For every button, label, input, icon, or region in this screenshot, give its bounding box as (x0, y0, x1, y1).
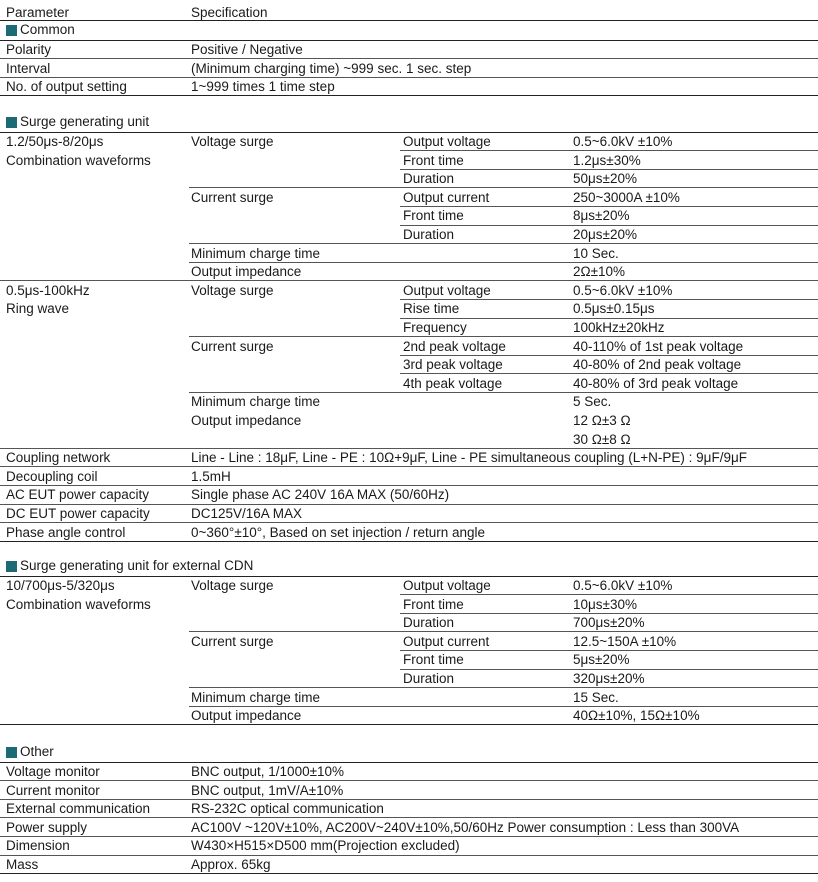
table-cell-col1: Interval (6, 60, 51, 76)
table-cell-col3: Duration (403, 671, 455, 686)
section-marker-icon (6, 747, 17, 758)
table-cell-col4: 320μs±20% (573, 671, 645, 686)
section-title-text: Surge generating unit for external CDN (20, 558, 254, 573)
table-cell-col1: Voltage monitor (6, 764, 100, 779)
section-marker-icon (6, 25, 17, 36)
table-row (0, 411, 818, 430)
table-cell-col2: BNC output, 1/1000±10% (191, 764, 345, 779)
table-row (0, 467, 818, 486)
table-cell-col2: Output impedance (191, 708, 302, 724)
table-cell-col2: 0~360°±10°, Based on set injection / return angle (191, 524, 486, 540)
row-divider (189, 631, 818, 632)
table-row (0, 762, 818, 781)
row-divider (0, 485, 818, 486)
row-divider (400, 150, 818, 151)
table-row (0, 355, 818, 374)
row-divider (400, 669, 818, 670)
row-divider (400, 318, 818, 319)
table-cell-col3: Front time (403, 652, 464, 668)
row-divider (0, 855, 818, 856)
table-row (0, 77, 818, 96)
table-row (0, 337, 818, 356)
table-cell-col4: 5μs±20% (573, 652, 630, 668)
table-row (0, 836, 818, 855)
table-row (0, 430, 818, 449)
row-divider (400, 613, 818, 614)
table-cell-col4: 100kHz±20kHz (573, 320, 665, 335)
section-title-text: Common (20, 22, 75, 37)
table-cell-col4: 12.5~150A ±10% (573, 633, 677, 649)
table-cell-col4: 30 Ω±8 Ω (573, 431, 631, 447)
section-title-other (6, 743, 54, 761)
row-divider (189, 706, 818, 707)
table-cell-col3: Front time (403, 208, 464, 224)
table-row (0, 40, 818, 59)
table-cell-col4: 0.5~6.0kV ±10% (573, 282, 673, 298)
table-cell-col4: 15 Sec. (573, 689, 619, 705)
table-cell-col1: Combination waveforms (6, 152, 151, 168)
table-cell-col2: Output impedance (191, 413, 302, 428)
row-divider (0, 95, 818, 96)
table-cell-col2: Minimum charge time (191, 394, 321, 410)
row-divider (0, 58, 818, 59)
table-row (0, 448, 818, 467)
row-divider (0, 466, 818, 467)
section-marker-icon (6, 561, 17, 572)
table-cell-col1: 10/700μs-5/320μs (6, 578, 115, 593)
table-cell-col1: Power supply (6, 819, 88, 835)
table-row (0, 632, 818, 651)
table-cell-col3: Output current (403, 189, 490, 205)
row-divider (189, 392, 818, 393)
table-row (0, 485, 818, 504)
section-title-text: Surge generating unit (20, 114, 150, 129)
table-cell-col2: Positive / Negative (191, 42, 303, 57)
table-cell-col4: 50μs±20% (573, 171, 637, 187)
table-cell-col3: 2nd peak voltage (403, 338, 506, 354)
row-divider (400, 594, 818, 595)
table-cell-col2: Output impedance (191, 264, 302, 280)
row-divider (400, 225, 818, 226)
table-cell-col4: 5 Sec. (573, 394, 612, 410)
table-row (0, 523, 818, 542)
row-divider (189, 187, 818, 188)
row-divider (0, 724, 818, 725)
table-cell-col2: Minimum charge time (191, 689, 321, 705)
table-cell-col1: Current monitor (6, 782, 100, 798)
table-cell-col2: Line - Line : 18μF, Line - PE : 10Ω+9μF, Line - PE simultaneous coupling (L+N-PE) : 9μF/9μF (191, 450, 747, 466)
table-row (0, 595, 818, 614)
table-cell-col1: Dimension (6, 838, 70, 854)
table-cell-col4: 40Ω±10%, 15Ω±10% (573, 708, 700, 724)
table-row (0, 169, 818, 188)
table-row (0, 206, 818, 225)
table-cell-col4: 10 Sec. (573, 245, 619, 261)
row-divider (0, 522, 818, 523)
row-divider (400, 299, 818, 300)
table-cell-col2: Approx. 65kg (191, 857, 271, 872)
row-divider (0, 576, 818, 577)
table-cell-col4: 250~3000A ±10% (573, 189, 680, 205)
table-cell-col2: Voltage surge (191, 578, 274, 593)
table-cell-col4: 1.2μs±30% (573, 152, 641, 168)
table-row (0, 688, 818, 707)
table-cell-col3: Output voltage (403, 282, 491, 298)
row-divider (400, 373, 818, 374)
table-cell-col2: Current surge (191, 338, 274, 354)
table-cell-col3: Output voltage (403, 578, 491, 593)
table-cell-col2: Current surge (191, 189, 274, 205)
table-cell-col2: AC100V ~120V±10%, AC200V~240V±10%,50/60Hz Power consumption : Less than 300VA (191, 819, 740, 835)
table-row (0, 781, 818, 800)
row-divider (0, 132, 818, 133)
table-cell-col4: 40-80% of 2nd peak voltage (573, 357, 742, 373)
table-cell-col4: 0.5~6.0kV ±10% (573, 134, 673, 149)
row-divider (189, 262, 818, 263)
table-cell-col4: 700μs±20% (573, 615, 645, 631)
table-cell-col1: Combination waveforms (6, 596, 151, 612)
table-row (0, 504, 818, 523)
row-divider (0, 77, 818, 78)
table-cell-col4: 40-110% of 1st peak voltage (573, 338, 744, 354)
row-divider (0, 780, 818, 781)
table-header (0, 3, 818, 21)
row-divider (400, 355, 818, 356)
table-row (0, 706, 818, 725)
row-divider (0, 448, 818, 449)
table-cell-col4: 10μs±30% (573, 596, 637, 612)
section-title-external (6, 557, 253, 575)
table-cell-col3: Duration (403, 615, 455, 631)
table-cell-col3: Rise time (403, 301, 460, 317)
table-cell-col4: 8μs±20% (573, 208, 630, 224)
table-cell-col2: DC125V/16A MAX (191, 506, 303, 521)
row-divider (400, 650, 818, 651)
row-divider (0, 836, 818, 837)
row-divider (0, 504, 818, 505)
table-cell-col2: Voltage surge (191, 282, 274, 298)
table-cell-col3: Duration (403, 227, 455, 242)
table-cell-col2: Voltage surge (191, 134, 274, 149)
row-divider (0, 541, 818, 542)
table-cell-col1: External communication (6, 801, 151, 817)
row-divider (0, 40, 818, 41)
table-row (0, 225, 818, 244)
table-cell-col4: 12 Ω±3 Ω (573, 413, 631, 428)
table-row (0, 855, 818, 874)
table-cell-col1: Ring wave (6, 301, 70, 317)
row-divider (0, 873, 818, 874)
table-row (0, 374, 818, 393)
table-row (0, 669, 818, 688)
table-cell-col1: AC EUT power capacity (6, 487, 150, 503)
table-row (0, 818, 818, 837)
row-divider (400, 169, 818, 170)
table-cell-col4: 40-80% of 3rd peak voltage (573, 375, 739, 391)
row-divider (189, 243, 818, 244)
table-cell-col2: BNC output, 1mV/A±10% (191, 782, 344, 798)
table-cell-col1: Coupling network (6, 450, 111, 466)
table-cell-col1: 0.5μs-100kHz (6, 282, 90, 298)
table-row (0, 650, 818, 669)
table-cell-col2: Current surge (191, 633, 274, 649)
table-cell-col2: RS-232C optical communication (191, 801, 384, 817)
table-row (0, 299, 818, 318)
section-title-common (6, 21, 75, 39)
table-cell-col2: Single phase AC 240V 16A MAX (50/60Hz) (191, 487, 450, 503)
table-row (0, 151, 818, 170)
table-cell-col1: Decoupling coil (6, 468, 98, 484)
table-cell-col3: Output voltage (403, 134, 491, 149)
table-cell-col3: Front time (403, 152, 464, 168)
table-row (0, 318, 818, 337)
row-divider (0, 817, 818, 818)
table-cell-col3: Duration (403, 171, 455, 187)
table-cell-col1: DC EUT power capacity (6, 506, 150, 521)
row-divider (189, 687, 818, 688)
table-cell-col3: Front time (403, 596, 464, 612)
table-cell-col2: 1.5mH (191, 468, 231, 484)
table-cell-col2: 1~999 times 1 time step (191, 79, 335, 95)
section-title-text: Other (20, 744, 54, 759)
table-cell-col4: 0.5~6.0kV ±10% (573, 578, 673, 593)
table-cell-col2: Minimum charge time (191, 245, 321, 261)
table-row (0, 392, 818, 411)
table-cell-col3: Output current (403, 633, 490, 649)
row-divider (0, 799, 818, 800)
table-row (0, 244, 818, 263)
table-row (0, 262, 818, 281)
table-row (0, 132, 818, 151)
table-row (0, 188, 818, 207)
table-cell-col2: W430×H515×D500 mm(Projection excluded) (191, 838, 460, 854)
table-cell-col4: 0.5μs±0.15μs (573, 301, 655, 317)
row-divider (189, 336, 818, 337)
table-cell-col1: Polarity (6, 42, 52, 57)
row-divider (400, 206, 818, 207)
section-marker-icon (6, 117, 17, 128)
row-divider (0, 280, 818, 281)
row-divider (0, 762, 818, 763)
table-cell-col4: 20μs±20% (573, 227, 637, 242)
table-row (0, 576, 818, 595)
table-row (0, 799, 818, 818)
section-title-surge (6, 113, 149, 131)
table-cell-col3: 3rd peak voltage (403, 357, 503, 373)
table-cell-col3: Frequency (403, 320, 467, 335)
table-row (0, 613, 818, 632)
table-cell-col1: No. of output setting (6, 79, 127, 95)
table-row (0, 281, 818, 300)
header-parameter: Parameter (6, 5, 70, 20)
table-cell-col4: 2Ω±10% (573, 264, 626, 280)
table-cell-col2: (Minimum charging time) ~999 sec. 1 sec. step (191, 60, 472, 76)
table-cell-col1: Mass (6, 857, 39, 872)
table-cell-col1: Phase angle control (6, 524, 126, 540)
table-cell-col1: 1.2/50μs-8/20μs (6, 134, 104, 149)
header-specification: Specification (191, 5, 268, 20)
table-row (0, 59, 818, 78)
table-cell-col3: 4th peak voltage (403, 375, 503, 391)
